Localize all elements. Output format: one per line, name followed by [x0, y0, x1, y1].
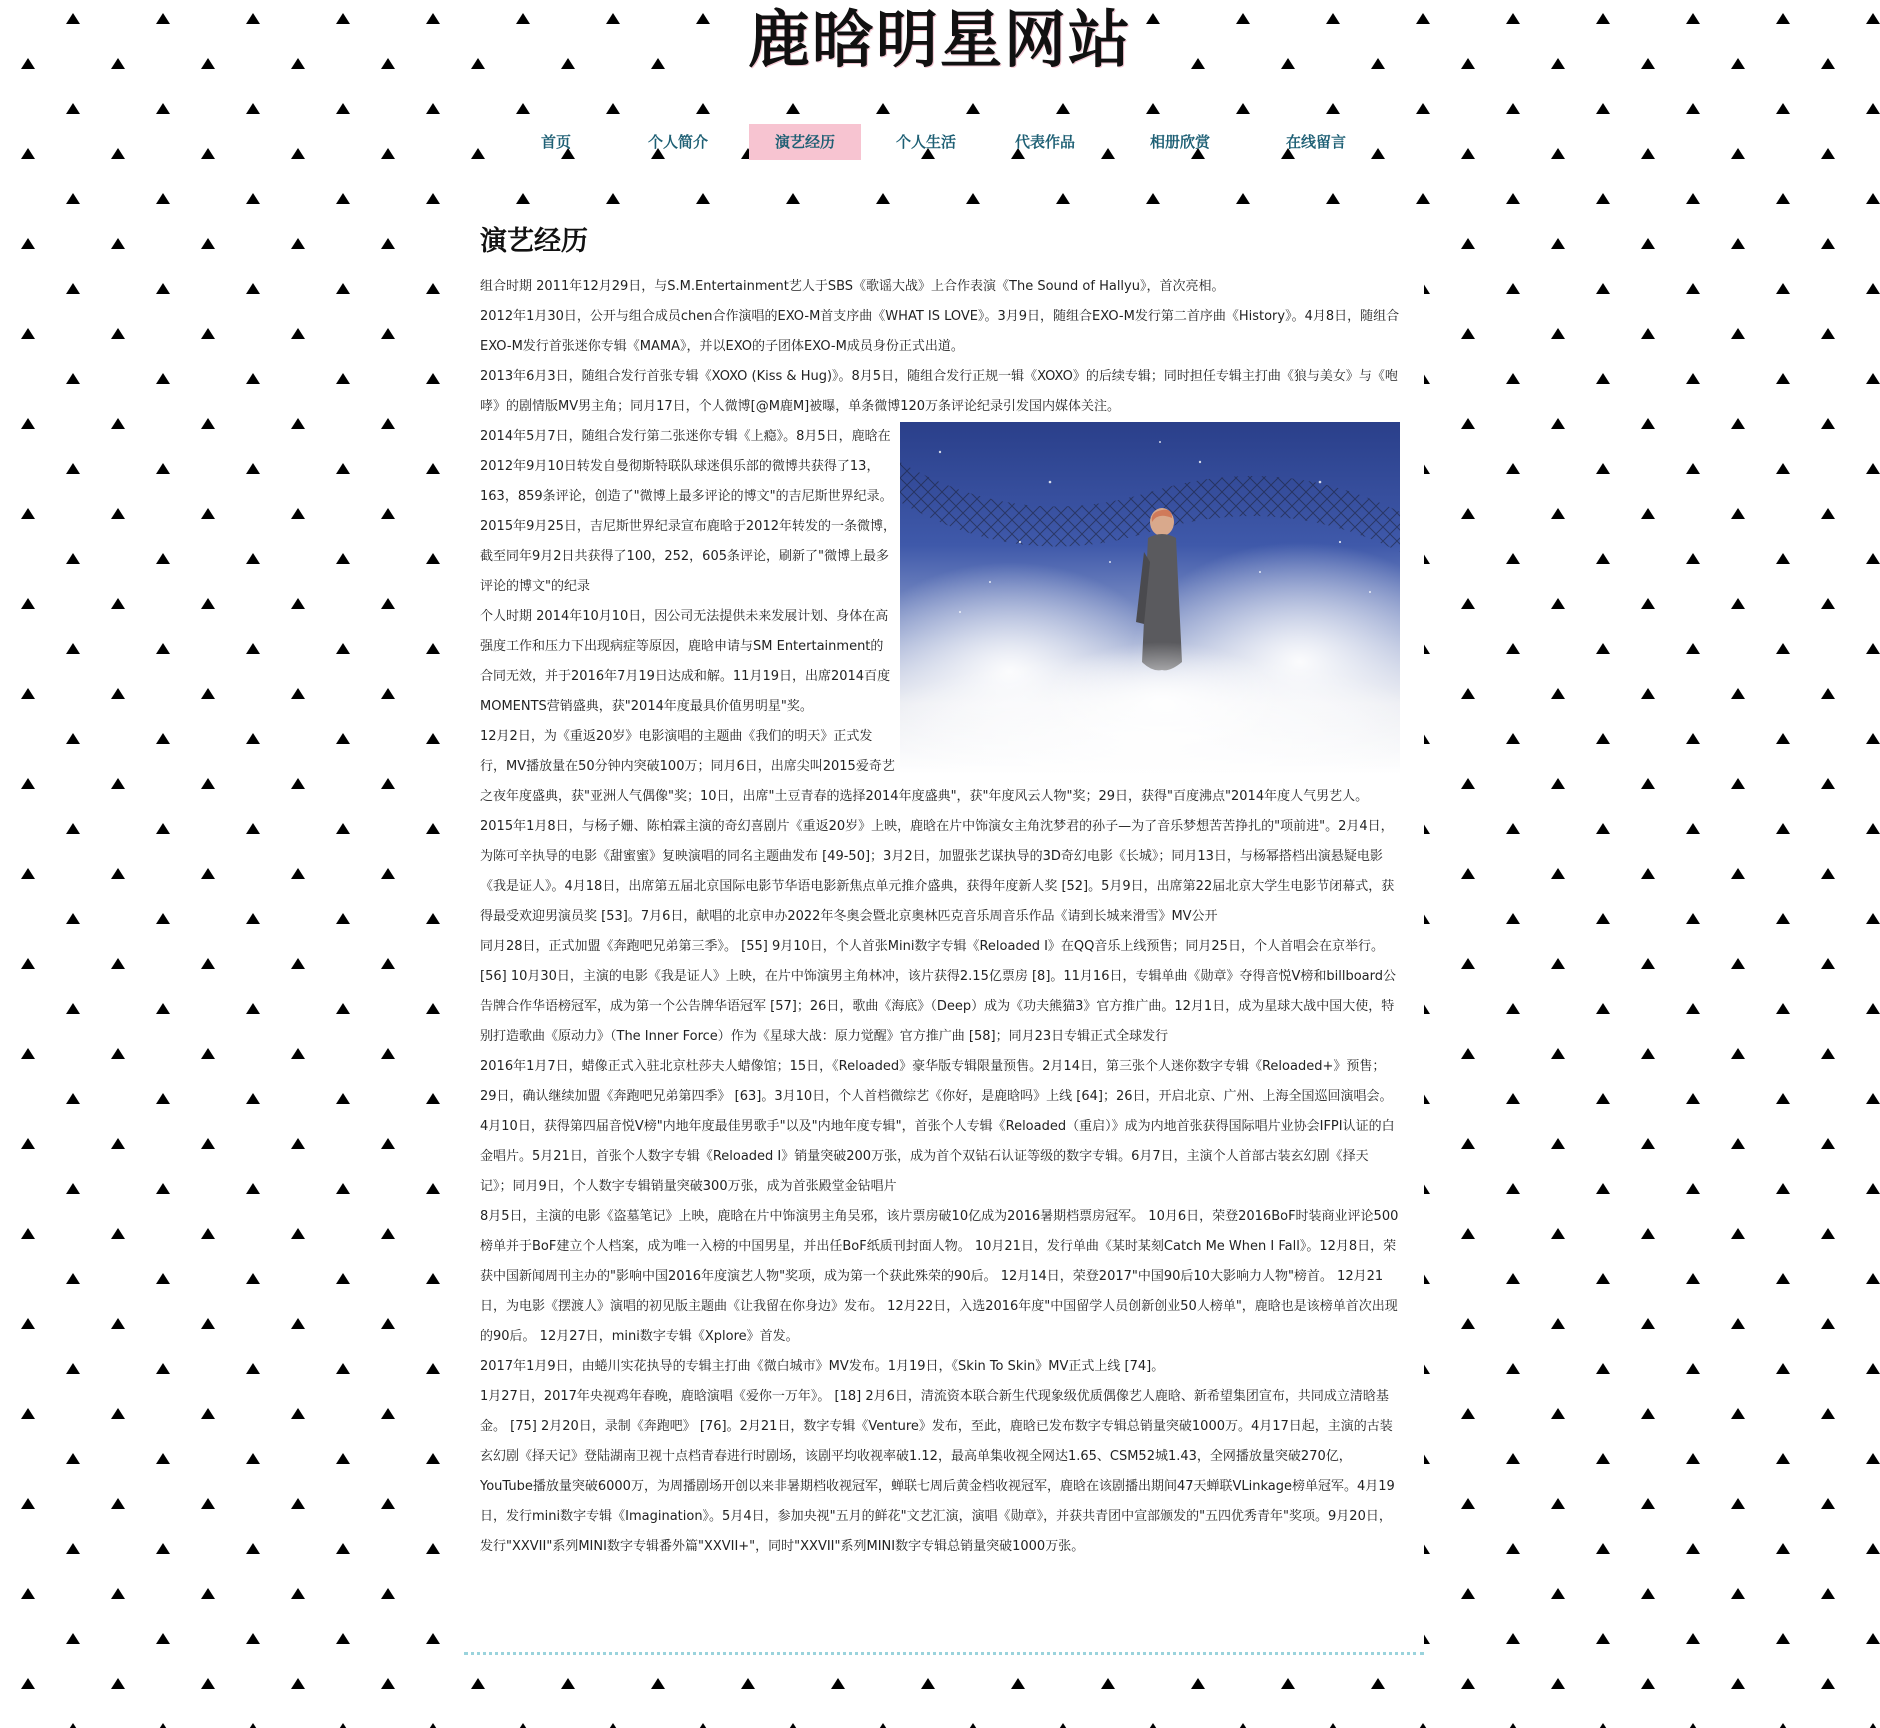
stage-photo [900, 422, 1400, 774]
main-nav [500, 124, 1380, 160]
nav-item-career[interactable]: 演艺经历 [749, 124, 861, 160]
article-paragraph: 2016年1月7日，蜡像正式入驻北京杜莎夫人蜡像馆；15日，《Reloaded》豪华版专辑限量预售。2月14日，第三张个人迷你数字专辑《Reloaded+》预售；29日，确认继续加盟《奔跑吧兄弟第四季》 [63]。3月10日，个人首档微综艺《你好，是鹿晗吗》上线 [64]；26日，开启北京、广州、上海全国巡回演唱会。4月10日，获得第四届音悦V榜"内地年度最佳男歌手"以及"内地年度专辑"，首张个人专辑《Reloaded（重启）》成为内地首张获得国际唱片业协会IFPI认证的白金唱片。5月21日，首张个人数字专辑《Reloaded Ⅰ》销量突破200万张，成为首个双钻石认证等级的数字专辑。6月7日，主演个人首部古装玄幻剧《择天记》；同月9日，个人数字专辑销量突破300万张，成为首张殿堂金钻唱片 [480, 1059, 1395, 1194]
site-title: 鹿晗明星网站 [738, 4, 1142, 76]
article-paragraph: 8月5日，主演的电影《盗墓笔记》上映，鹿晗在片中饰演男主角吴邪，该片票房破10亿成为2016暑期档票房冠军。 10月6日，荣登2016BoF时装商业评论500榜单并于BoF建立个人档案，成为唯一入榜的中国男星，并出任BoF纸质刊封面人物。 10月21日，发行单曲《某时某刻Catch Me When I Fall》。12月8日，荣获中国新闻周刊主办的"影响中国2016年度演艺人物"奖项，成为第一个获此殊荣的90后。 12月14日，荣登2017"中国90后10大影响力人物"榜首。 12月21日，为电影《摆渡人》演唱的初见版主题曲《让我留在你身边》发布。 12月22日，入选2016年度"中国留学人员创新创业50人榜单"，鹿晗也是该榜单首次出现的90后。 12月27日，mini数字专辑《Xplore》首发。 [480, 1209, 1399, 1344]
article-paragraph: 2012年1月30日，公开与组合成员chen合作演唱的EXO-M首支序曲《WHAT IS LOVE》。3月9日，随组合EXO-M发行第二首序曲《History》。4月8日，随组合EXO-M发行首张迷你专辑《MAMA》，并以EXO的子团体EXO-M成员身份正式出道。 [480, 309, 1400, 354]
article-paragraph: 12月2日，为《重返20岁》电影演唱的主题曲《我们的明天》正式发行，MV播放量在50分钟内突破100万；同月6日，出席尖叫2015爱奇艺之夜年度盛典，获"亚洲人气偶像"奖；10日，出席"土豆青春的选择2014年度盛典"，获"年度风云人物"奖；29日，获得"百度沸点"2014年度人气男艺人。 [480, 729, 1369, 804]
nav-item-profile[interactable]: 个人简介 [647, 133, 708, 151]
nav-item-album[interactable]: 相册欣赏 [1149, 133, 1210, 151]
article-paragraph: 1月27日，2017年央视鸡年春晚，鹿晗演唱《爱你一万年》。 [18] 2月6日，清流资本联合新生代现象级优质偶像艺人鹿晗、新希望集团宣布，共同成立清晗基金。 [75] 2月20日，录制《奔跑吧》 [76]。2月21日，数字专辑《Venture》发布，至此，鹿晗已发布数字专辑总销量突破1000万。4月17日起，主演的古装玄幻剧《择天记》登陆湖南卫视十点档青春进行时剧场，该剧平均收视率破1.12，最高单集收视全网达1.65、CSM52城1.43，全网播放量突破270亿，YouTube播放量突破6000万，为周播剧场开创以来非暑期档收视冠军，蝉联七周后黄金档收视冠军，鹿晗在该剧播出期间47天蝉联VLinkage榜单冠军。4月19日，发行mini数字专辑《Imagination》。5月4日，参加央视"五月的鲜花"文艺汇演，演唱《勋章》，并获共青团中宣部颁发的"五四优秀青年"奖项。9月20日，发行"XXVII"系列MINI数字专辑番外篇"XXVII+"，同时"XXVII"系列MINI数字专辑总销量突破1000万张。 [480, 1389, 1395, 1554]
article-paragraph: 同月28日，正式加盟《奔跑吧兄弟第三季》。 [55] 9月10日，个人首张Mini数字专辑《Reloaded Ⅰ》在QQ音乐上线预售；同月25日，个人首唱会在京举行。 [56] 10月30日，主演的电影《我是证人》上映，在片中饰演男主角林冲，该片获得2.15亿票房 [8]。11月16日，专辑单曲《勋章》夺得音悦V榜和billboard公告牌合作华语榜冠军，成为第一个公告牌华语冠军 [57]；26日，歌曲《海底》（Deep）成为《功夫熊猫3》官方推广曲。12月1日，成为星球大战中国大使，特别打造歌曲《原动力》（The Inner Force）作为《星球大战：原力觉醒》官方推广曲 [58]；同月23日专辑正式全球发行 [480, 939, 1396, 1044]
nav-item-home[interactable]: 首页 [540, 133, 571, 151]
article-paragraph: 2015年1月8日，与杨子姗、陈柏霖主演的奇幻喜剧片《重返20岁》上映，鹿晗在片中饰演女主角沈梦君的孙子—为了音乐梦想苦苦挣扎的"项前进"。2月4日，为陈可辛执导的电影《甜蜜蜜》复映演唱的同名主题曲发布 [49-50]；3月2日，加盟张艺谋执导的3D奇幻电影《长城》；同月13日，与杨幂搭档出演悬疑电影《我是证人》。4月18日，出席第五届北京国际电影节华语电影新焦点单元推介盛典，获得年度新人奖 [52]。5月9日，出席第22届北京大学生电影节闭幕式，获得最受欢迎男演员奖 [53]。7月6日，献唱的北京申办2022年冬奥会暨北京奥林匹克音乐周音乐作品《请到长城来滑雪》MV公开 [480, 819, 1395, 924]
nav-item-life[interactable]: 个人生活 [895, 133, 956, 151]
article-paragraph: 2017年1月9日，由蜷川实花执导的专辑主打曲《微白城市》MV发布。1月19日，《Skin To Skin》MV正式上线 [74]。 [480, 1359, 1165, 1374]
article-paragraph: 2013年6月3日，随组合发行首张专辑《XOXO (Kiss & Hug)》。8月5日，随组合发行正规一辑《XOXO》的后续专辑；同时担任专辑主打曲《狼与美女》与《咆哮》的剧情版MV男主角；同月17日，个人微博[@M鹿M]被曝，单条微博120万条评论纪录引发国内媒体关注。 [480, 369, 1398, 414]
content-panel [464, 208, 1424, 1655]
article-paragraph: 个人时期 2014年10月10日，因公司无法提供未来发展计划、身体在高强度工作和压力下出现病症等原因，鹿晗申请与SM Entertainment的合同无效，并于2016年7月19日达成和解。11月19日，出席2014百度MOMENTS营销盛典，获"2014年度最具价值男明星"奖。 [480, 609, 891, 714]
nav-item-guestbook[interactable]: 在线留言 [1285, 133, 1346, 151]
article-paragraph: 2014年5月7日，随组合发行第二张迷你专辑《上瘾》。8月5日，鹿晗在2012年9月10日转发自曼彻斯特联队球迷俱乐部的微博共获得了13，163，859条评论，创造了"微博上最多评论的博文"的吉尼斯世界纪录。 2015年9月25日，吉尼斯世界纪录宣布鹿晗于2012年转发的一条微博，截至同年9月2日共获得了100，252，605条评论，刷新了"微博上最多评论的博文"的纪录 [480, 429, 896, 594]
site-header [0, 0, 1880, 80]
article-paragraph: 组合时期 2011年12月29日，与S.M.Entertainment艺人于SBS《歌谣大战》上合作表演《The Sound of Hallyu》，首次亮相。 [480, 279, 1225, 294]
page-title: 演艺经历 [480, 226, 588, 257]
article [480, 224, 1400, 1562]
nav-item-works[interactable]: 代表作品 [1014, 133, 1075, 151]
